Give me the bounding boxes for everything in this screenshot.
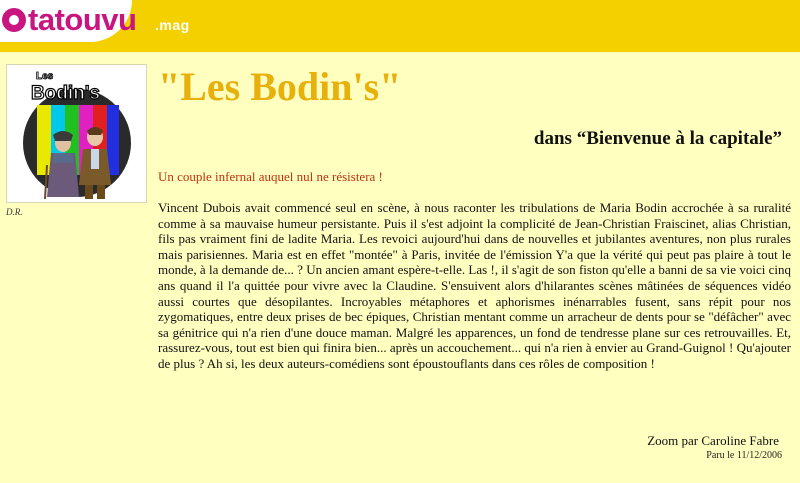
svg-text:Les: Les [36, 71, 54, 82]
article-title: "Les Bodin's" [158, 64, 402, 109]
article-lead: Un couple infernal auquel nul ne résistera ! [158, 169, 383, 184]
svg-text:Bodin's: Bodin's [31, 83, 100, 104]
site-logo[interactable] [0, 0, 137, 42]
article-body: Vincent Dubois avait commencé seul en scène, à nous raconter les tribulations de Maria Bodin accrochée à sa ruralité comme à sa mauvaise humeur persistante. Puis il s'est adjoint la complicité de Jean-Christian Fraiscinet, alias Christian, fils pas vraiment fini de ladite Maria. Les revoici aujourd'hui dans de nouvelles et jubilantes aventures, non plus rurales mais parisiennes. Maria est en effet "montée" à Paris, invitée de l'émission Y'a que la vérité qui peut pas plaire à tout le monde, à la demande de... ? Un ancien amant espère-t-elle. Las !, il s'agit de son fiston qu'elle a banni de sa vie voici cinq ans quand il l'a quittée pour vivre avec la Claudine. S'ensuivent alors d'hilarantes scènes mâtinées de séquences vidéo aussi courtes que désopilantes. Incroyables métaphores et aphorismes inénarrables fusent, sans répit pour nos zygomatiques, entre deux prises de bec épiques, Christian mentant comme un arracheur de dents pour se "défâcher" avec sa génitrice qui n'a rien d'une douce maman. Malgré les apparences, un fond de tendresse plane sur ces retrouvailles. Et, rassurez-vous, tout est bien qui finira bien... après un accouchement... qui n'a rien à envier au Grand-Guignol ! Qu'ajouter de plus ? Ah si, les deux auteurs-comédiens sont époustouflants dans ces rôles de composition ! [158, 200, 791, 371]
show-photo-illustration [7, 65, 146, 202]
article-subtitle: dans “Bienvenue à la capitale” [533, 128, 782, 149]
logo-eye-icon [2, 8, 26, 32]
logo-subtitle: .mag [155, 17, 190, 33]
photo-credit: D.R. [6, 207, 23, 217]
site-header [0, 0, 800, 52]
publication-date: Paru le 11/12/2006 [706, 450, 782, 461]
article-author: Zoom par Caroline Fabre [647, 433, 779, 448]
logo-text: tatouvu [28, 2, 137, 37]
show-photo [6, 64, 147, 203]
